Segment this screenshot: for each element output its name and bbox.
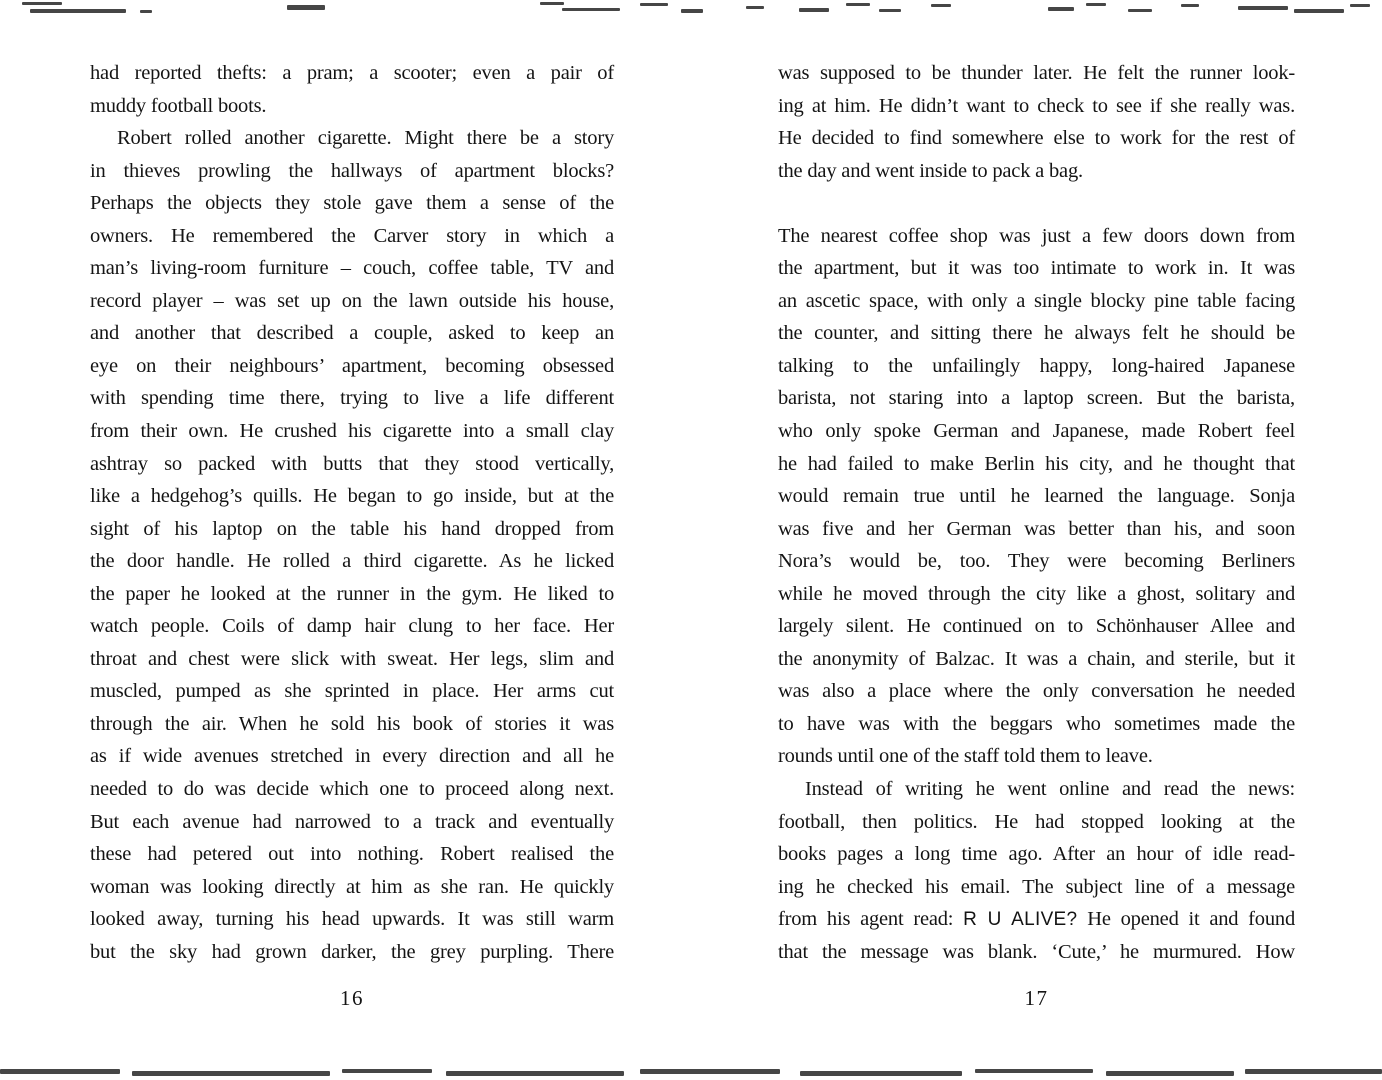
paragraph xyxy=(90,122,614,968)
scan-artifact-mark xyxy=(1350,4,1370,7)
text-line: would remain true until he learned the language. Sonja xyxy=(778,485,1295,508)
text-line: throat and chest were slick with sweat. Her legs, slim and xyxy=(90,647,614,670)
scan-artifact-mark xyxy=(879,9,901,12)
text-line: talking to the unfailingly happy, long-haired Japanese xyxy=(778,354,1295,377)
email-subject-text: R U ALIVE? xyxy=(963,909,1078,931)
text-line: had reported thefts: a pram; a scooter; even a pair of xyxy=(90,62,614,84)
text-line: from his agent read: R U ALIVE? He opened it and found xyxy=(778,908,1295,931)
scan-artifact-mark xyxy=(140,10,152,13)
scan-artifact-mark xyxy=(540,2,564,5)
scan-artifact-mark xyxy=(1245,1069,1382,1074)
scan-artifact-mark xyxy=(446,1071,624,1076)
text-line: these had petered out into nothing. Robert realised the xyxy=(90,843,614,866)
text-line: as if wide avenues stretched in every direction and all he xyxy=(90,745,614,768)
scan-artifact-mark xyxy=(640,1069,780,1074)
text-line: in thieves prowling the hallways of apartment blocks? xyxy=(90,159,614,182)
scan-artifact-mark xyxy=(975,1069,1093,1073)
paragraph xyxy=(90,57,614,122)
text-line: The nearest coffee shop was just a few doors down from xyxy=(778,224,1295,247)
text-line: Instead of writing he went online and read the news: xyxy=(805,778,1295,801)
text-line: rounds until one of the staff told them to leave. xyxy=(778,745,1153,768)
text-line: who only spoke German and Japanese, made Robert feel xyxy=(778,420,1295,443)
text-line: to have was with the beggars who sometimes made the xyxy=(778,712,1295,735)
paragraph xyxy=(778,57,1295,187)
text-line: needed to do was decide which one to proceed along next. xyxy=(90,778,614,801)
text-line: while he moved through the city like a ghost, solitary and xyxy=(778,582,1295,605)
text-line: the apartment, but it was too intimate to work in. It was xyxy=(778,257,1295,280)
text-line: with spending time there, trying to live a life different xyxy=(90,387,614,410)
scan-artifact-mark xyxy=(132,1071,330,1076)
text-line: like a hedgehog’s quills. He began to go inside, but at the xyxy=(90,485,614,508)
text-line: Nora’s would be, too. They were becoming Berliners xyxy=(778,550,1295,573)
text-line: largely silent. He continued on to Schönhauser Allee and xyxy=(778,615,1295,638)
text-line: football, then politics. He had stopped looking at the xyxy=(778,810,1295,833)
scan-artifact-mark xyxy=(562,8,620,11)
text-line: sight of his laptop on the table his hand dropped from xyxy=(90,517,614,540)
text-line: but the sky had grown darker, the grey purpling. There xyxy=(90,940,614,963)
book-page-right-text xyxy=(778,57,1295,968)
section-break xyxy=(778,187,1295,220)
scan-artifact-mark xyxy=(800,1071,962,1076)
scan-artifact-mark xyxy=(1086,3,1106,6)
text-line: books pages a long time ago. After an hour of idle read- xyxy=(778,843,1295,866)
text-line: But each avenue had narrowed to a track and eventually xyxy=(90,810,614,833)
text-line: was five and her German was better than his, and soon xyxy=(778,517,1295,540)
text-line: the paper he looked at the runner in the gym. He liked to xyxy=(90,582,614,605)
text-line: ing he checked his email. The subject line of a message xyxy=(778,875,1295,898)
scan-artifact-mark xyxy=(1181,4,1199,7)
text-line: record player – was set up on the lawn outside his house, xyxy=(90,289,614,312)
text-line: muscled, pumped as she sprinted in place. Her arms cut xyxy=(90,680,614,703)
text-line: watch people. Coils of damp hair clung to her face. Her xyxy=(90,615,614,638)
text-line: Perhaps the objects they stole gave them a sense of the xyxy=(90,192,614,215)
scan-artifact-mark xyxy=(746,6,764,9)
text-line: through the air. When he sold his book of stories it was xyxy=(90,712,614,735)
paragraph xyxy=(778,773,1295,968)
scan-artifact-mark xyxy=(342,1069,432,1073)
page-number-right: 17 xyxy=(1024,986,1049,1010)
text-line: was also a place where the only conversation he needed xyxy=(778,680,1295,703)
text-line: the day and went inside to pack a bag. xyxy=(778,159,1083,182)
scan-artifact-mark xyxy=(931,4,951,7)
text-line: woman was looking directly at him as she ran. He quickly xyxy=(90,875,614,898)
text-line: the counter, and sitting there he always felt he should be xyxy=(778,322,1295,345)
scan-artifact-mark xyxy=(1238,6,1288,10)
text-line: He decided to find somewhere else to work for the rest of xyxy=(778,127,1295,150)
scan-artifact-mark xyxy=(1294,9,1344,13)
text-line: was supposed to be thunder later. He felt the runner look- xyxy=(778,62,1295,84)
text-line: and another that described a couple, asked to keep an xyxy=(90,322,614,345)
page-number-left: 16 xyxy=(340,986,364,1010)
paragraph xyxy=(778,220,1295,773)
text-line: muddy football boots. xyxy=(90,94,267,117)
text-line: ashtray so packed with butts that they stood vertically, xyxy=(90,452,614,475)
scan-artifact-mark xyxy=(1128,9,1152,12)
text-line: barista, not staring into a laptop screen. But the barista, xyxy=(778,387,1295,410)
scan-artifact-mark xyxy=(846,3,870,6)
scan-artifact-mark xyxy=(1048,7,1074,11)
text-line: that the message was blank. ‘Cute,’ he murmured. How xyxy=(778,940,1295,963)
scan-artifact-mark xyxy=(681,9,703,13)
scan-artifact-mark xyxy=(287,5,325,10)
text-line: ing at him. He didn’t want to check to see if she really was. xyxy=(778,94,1295,117)
text-line: from their own. He crushed his cigarette into a small clay xyxy=(90,420,614,443)
text-line: eye on their neighbours’ apartment, becoming obsessed xyxy=(90,354,614,377)
scan-artifact-mark xyxy=(0,1069,120,1074)
scan-artifact-mark xyxy=(22,2,62,5)
text-line: Robert rolled another cigarette. Might there be a story xyxy=(117,127,614,150)
text-line: the anonymity of Balzac. It was a chain, and sterile, but it xyxy=(778,647,1295,670)
scan-artifact-mark xyxy=(640,3,668,6)
scan-artifact-mark xyxy=(1106,1071,1234,1076)
text-line: an ascetic space, with only a single blocky pine table facing xyxy=(778,289,1295,312)
text-line: the door handle. He rolled a third cigarette. As he licked xyxy=(90,550,614,573)
text-line: he had failed to make Berlin his city, and he thought that xyxy=(778,452,1295,475)
scan-artifact-mark xyxy=(30,9,126,13)
text-line: owners. He remembered the Carver story in which a xyxy=(90,224,614,247)
text-line: man’s living-room furniture – couch, coffee table, TV and xyxy=(90,257,614,280)
book-page-left-text xyxy=(90,57,614,968)
scan-artifact-mark xyxy=(799,8,829,12)
text-line: looked away, turning his head upwards. It was still warm xyxy=(90,908,614,931)
